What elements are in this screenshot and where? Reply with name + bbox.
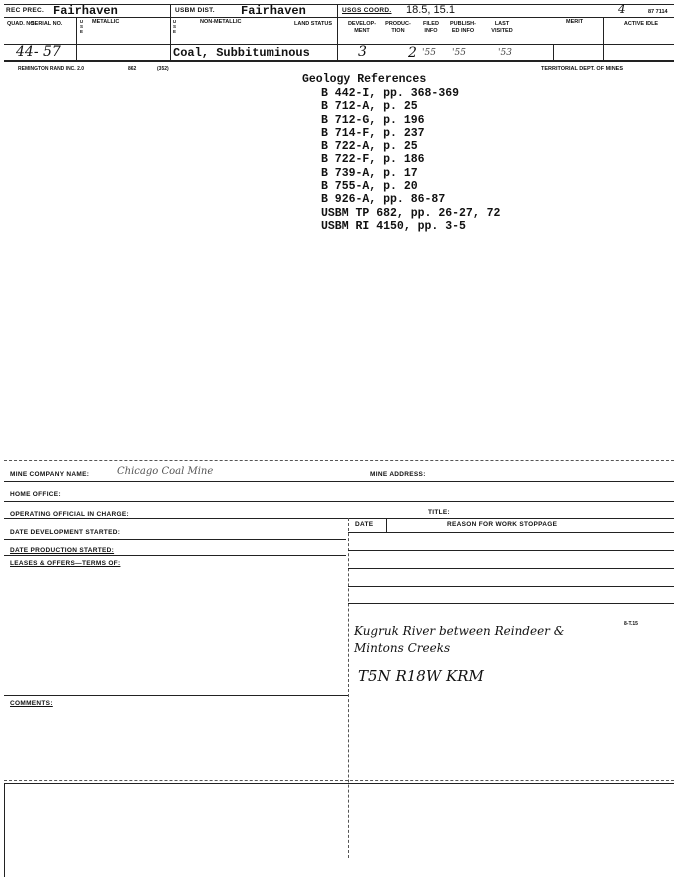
date-prod-label: DATE PRODUCTION STARTED:: [10, 547, 115, 554]
references-list: [321, 87, 500, 233]
active-idle-heading: ACTIVE IDLE: [623, 21, 659, 27]
mine-company-value: Chicago Coal Mine: [117, 466, 214, 477]
serial-no-heading: SERIAL NO.: [31, 21, 63, 27]
references-title: Geology References: [302, 73, 427, 86]
row-line: [348, 568, 674, 569]
township-note: T5N R18W KRM: [358, 667, 484, 685]
home-office-label: HOME OFFICE:: [10, 491, 61, 498]
rec-prec-value: Fairhaven: [53, 4, 118, 18]
imprint-code-2: (352): [157, 66, 169, 72]
reference-item: B 722-F, p. 186: [321, 153, 425, 167]
non-metallic-heading: NON-METALLIC: [200, 19, 242, 25]
row-line: [348, 586, 674, 587]
production-value: 2: [408, 45, 417, 61]
mine-company-label: MINE COMPANY NAME:: [10, 471, 90, 478]
commodity-value: Coal, Subbituminous: [173, 46, 310, 60]
row-line: [4, 539, 346, 540]
printer-imprint: REMINGTON RAND INC. 2.0: [18, 66, 85, 72]
reference-item: B 722-A, p. 25: [321, 140, 418, 154]
operating-official-label: OPERATING OFFICIAL IN CHARGE:: [10, 511, 129, 518]
use-letters-2: U S E: [172, 19, 177, 34]
row-border: [4, 60, 674, 62]
title-label: TITLE:: [428, 509, 451, 516]
reference-item: B 926-A, pp. 86-87: [321, 193, 446, 207]
development-value: 3: [358, 44, 367, 60]
date-dev-label: DATE DEVELOPMENT STARTED:: [10, 529, 121, 536]
row-line: [348, 603, 674, 604]
reference-item: USBM RI 4150, pp. 3-5: [321, 219, 466, 233]
reason-column: REASON FOR WORK STOPPAGE: [447, 521, 558, 528]
mine-address-label: MINE ADDRESS:: [370, 471, 426, 478]
row-line: [4, 555, 346, 556]
last-visited-value: '53: [498, 48, 512, 58]
filed-info-value: '55: [422, 48, 436, 58]
reference-item: B 755-A, p. 20: [321, 180, 418, 194]
date-column: DATE: [355, 521, 374, 528]
usgs-coord-value: 18.5, 15.1: [406, 4, 455, 16]
small-code: 8-T.15: [624, 621, 638, 627]
reference-item: B 712-A, p. 25: [321, 100, 418, 114]
reference-item: B 739-A, p. 17: [321, 166, 418, 180]
divider: [553, 44, 554, 60]
land-status-heading: LAND STATUS: [294, 21, 332, 27]
divider: [170, 4, 171, 17]
leases-label: LEASES & OFFERS—TERMS OF:: [10, 560, 121, 567]
imprint-code: 862: [128, 66, 137, 72]
quad-serial-value: 44- 57: [16, 44, 61, 60]
usgs-coord-label: USGS COORD.: [342, 7, 392, 14]
location-note-line-1: Kugruk River between Reindeer &: [354, 624, 565, 638]
section-border: [4, 460, 674, 461]
divider: [603, 17, 604, 44]
development-heading: DEVELOP- MENT: [347, 21, 377, 34]
reference-item: B 712-G, p. 196: [321, 113, 425, 127]
territorial-dept: TERRITORIAL DEPT. OF MINES: [541, 66, 623, 72]
row-line: [348, 550, 674, 551]
use-letters: U S E: [79, 19, 84, 34]
row-line: [4, 518, 674, 519]
last-visited-heading: LAST VISITED: [491, 21, 513, 34]
reference-item: B 714-F, p. 237: [321, 126, 425, 140]
reference-item: USBM TP 682, pp. 26-27, 72: [321, 206, 501, 220]
form-number: 87 7114: [648, 9, 668, 15]
quad-no-heading: QUAD. NO.: [7, 21, 37, 27]
divider: [386, 518, 387, 532]
corner-mark: 4: [618, 2, 626, 16]
left-border: [4, 783, 5, 877]
row-line: [4, 501, 674, 502]
vertical-divider: [348, 518, 349, 858]
bottom-line: [4, 783, 674, 784]
usbm-dist-label: USBM DIST.: [175, 7, 215, 14]
location-note-line-2: Mintons Creeks: [354, 641, 451, 655]
divider: [603, 44, 604, 60]
comments-label: COMMENTS:: [10, 700, 53, 707]
reference-item: B 442-I, pp. 368-369: [321, 87, 460, 100]
divider: [337, 17, 338, 44]
row-border: [4, 44, 674, 45]
divider: [337, 44, 338, 60]
published-info-heading: PUBLISH- ED INFO: [450, 21, 476, 34]
divider: [76, 17, 77, 44]
bottom-dashed-line: [4, 780, 674, 781]
divider: [170, 44, 171, 60]
production-heading: PRODUC- TION: [385, 21, 411, 34]
divider: [337, 4, 338, 17]
row-line: [4, 695, 348, 696]
row-line: [4, 481, 674, 482]
metallic-heading: METALLIC: [92, 19, 120, 25]
row-border: [4, 17, 674, 18]
filed-info-heading: FILED INFO: [423, 21, 439, 34]
merit-heading: MERIT: [566, 19, 584, 25]
divider: [170, 17, 171, 44]
usbm-dist-value: Fairhaven: [241, 4, 306, 18]
published-info-value: '55: [452, 48, 466, 58]
row-line: [348, 532, 674, 533]
rec-prec-label: REC PREC.: [6, 7, 45, 14]
divider: [76, 44, 77, 60]
